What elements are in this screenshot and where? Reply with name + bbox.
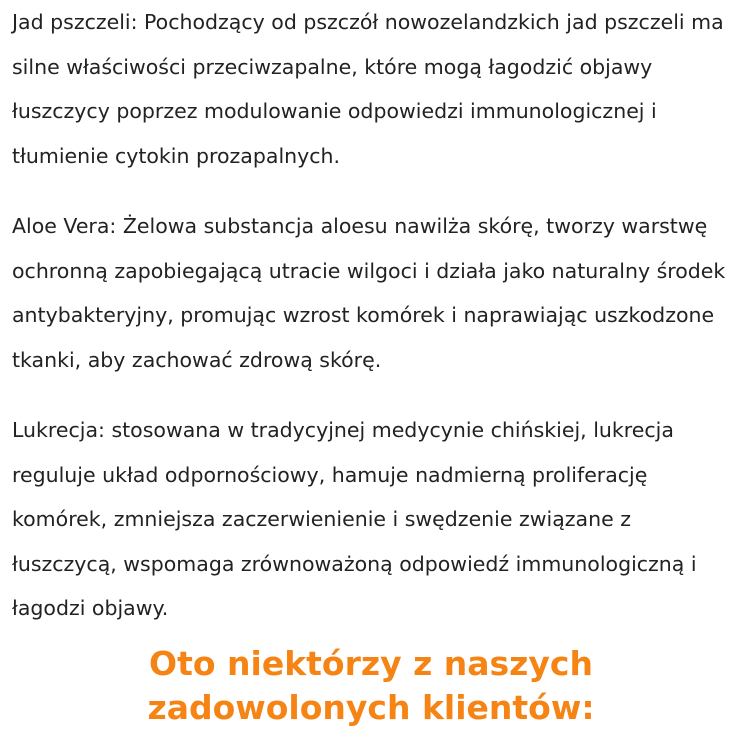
article-content — [12, 0, 734, 631]
paragraph-licorice: Lukrecja: stosowana w tradycyjnej medycynie chińskiej, lukrecja reguluje układ odpornościowy, hamuje nadmierną proliferację komórek, zmniejsza zaczerwienienie i swędzenie związane z łuszczycą, wspomaga zrównoważoną odpowiedź immunologiczną i łagodzi objawy. — [12, 418, 697, 620]
paragraph-bee-venom: Jad pszczeli: Pochodzący od pszczół nowozelandzkich jad pszczeli ma silne właściwości przeciwzapalne, które mogą łagodzić objawy łuszczycy poprzez modulowanie odpowiedzi immunologicznej i tłumienie cytokin prozapalnych. — [12, 10, 724, 168]
section-heading-testimonials: Oto niektórzy z naszych zadowolonych klientów: — [147, 644, 595, 727]
paragraph-aloe-vera: Aloe Vera: Żelowa substancja aloesu nawilża skórę, tworzy warstwę ochronną zapobiegającą utracie wilgoci i działa jako naturalny środek antybakteryjny, promując wzrost komórek i naprawiając uszkodzone tkanki, aby zachować zdrową skórę. — [12, 214, 726, 372]
